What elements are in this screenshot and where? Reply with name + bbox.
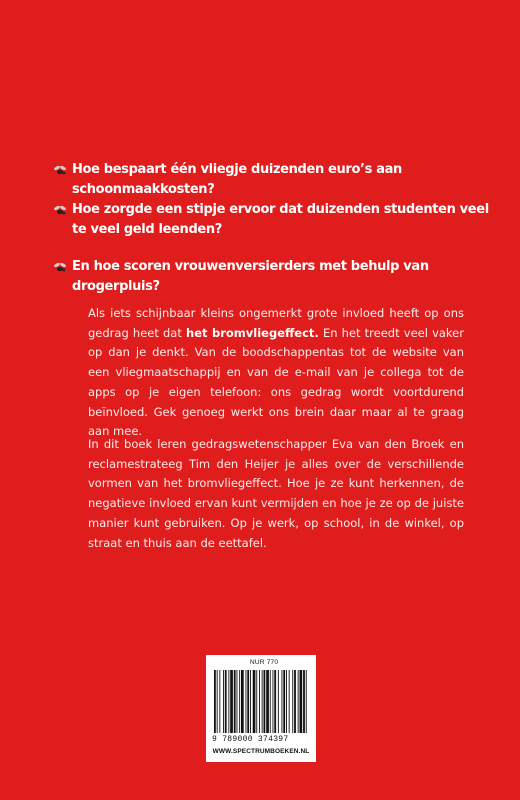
- isbn-number: 9 789000 374397: [212, 735, 289, 744]
- barcode-bar: [264, 670, 266, 733]
- barcode-bar: [289, 670, 290, 733]
- barcode-bar: [270, 670, 271, 733]
- question-3: [72, 257, 492, 297]
- barcode-bar: [250, 670, 251, 733]
- barcode-bar: [266, 670, 269, 733]
- barcode-bar: [234, 670, 236, 733]
- barcode-bar: [303, 670, 305, 733]
- barcode-bar: [225, 670, 227, 733]
- question-2: [72, 200, 492, 240]
- intro-text-start: Als iets schijnbaar kleins ongemerkt grote invloed heeft op ons gedrag heet dat: [88, 306, 464, 340]
- barcode-bar: [283, 670, 285, 733]
- barcode-bar: [259, 670, 260, 733]
- barcode-bar: [306, 670, 307, 733]
- fly-icon: [52, 163, 68, 177]
- barcode-bars: [214, 670, 308, 733]
- barcode-bar: [286, 670, 287, 733]
- barcode-bar: [237, 670, 238, 733]
- barcode-block: [206, 655, 316, 762]
- barcode-bar: [273, 670, 274, 733]
- barcode-bar: [274, 670, 276, 733]
- barcode-bar: [247, 670, 249, 733]
- barcode-bar: [246, 670, 247, 733]
- question-1: [72, 160, 492, 200]
- barcode-bar: [217, 670, 218, 733]
- question-3-text: En hoe scoren vrouwenversierders met behulp van drogerpluis?: [72, 259, 429, 294]
- barcode-bar: [294, 670, 296, 733]
- barcode-bar: [282, 670, 283, 733]
- barcode-bar: [239, 670, 240, 733]
- intro-text-end: En het treedt veel vaker op dan je denkt. Van de boodschappentas tot de website van een vliegmaatschappij en van de e-mail van je collega tot de apps op je eigen telefoon: ons gedrag wordt voortdurend beïnvloed. Gek genoeg werkt ons brein daar maar al te graag aan mee.: [88, 325, 464, 439]
- barcode-bar: [292, 670, 293, 733]
- barcode-bar: [230, 670, 233, 733]
- barcode-bar: [228, 670, 229, 733]
- barcode-bar: [214, 670, 216, 733]
- intro-bold-term: het bromvliegeffect.: [186, 325, 319, 340]
- barcode-bar: [298, 670, 299, 733]
- question-1-text: Hoe bespaart één vliegje duizenden euro’s aan schoonmaakkosten?: [72, 162, 402, 197]
- barcode-bar: [223, 670, 224, 733]
- barcode-bar: [256, 670, 257, 733]
- fly-icon: [52, 260, 68, 274]
- barcode-bar: [253, 670, 256, 733]
- barcode-bar: [219, 670, 220, 733]
- nur-code: NUR 770: [250, 659, 279, 666]
- body-paragraph: In dit boek leren gedragswetenschapper Eva van den Broek en reclamestrateeg Tim den Heijer je alles over de verschillende vormen van het bromvliegeffect. Hoe je ze kunt herkennen, de negatieve invloed ervan kunt vermijden en hoe je ze op de juiste manier kunt gebruiken. Op je werk, op school, in de winkel, op straat en thuis aan de eettafel.: [88, 437, 464, 550]
- barcode-bar: [278, 670, 279, 733]
- barcode-bar: [300, 670, 303, 733]
- intro-paragraph: [88, 304, 464, 442]
- question-2-text: Hoe zorgde een stipje ervoor dat duizenden studenten veel te veel geld leenden?: [72, 202, 489, 237]
- barcode-bar: [262, 670, 263, 733]
- fly-icon: [52, 203, 68, 217]
- publisher-website: WWW.SPECTRUMBOEKEN.NL: [212, 748, 310, 755]
- barcode-bar: [241, 670, 244, 733]
